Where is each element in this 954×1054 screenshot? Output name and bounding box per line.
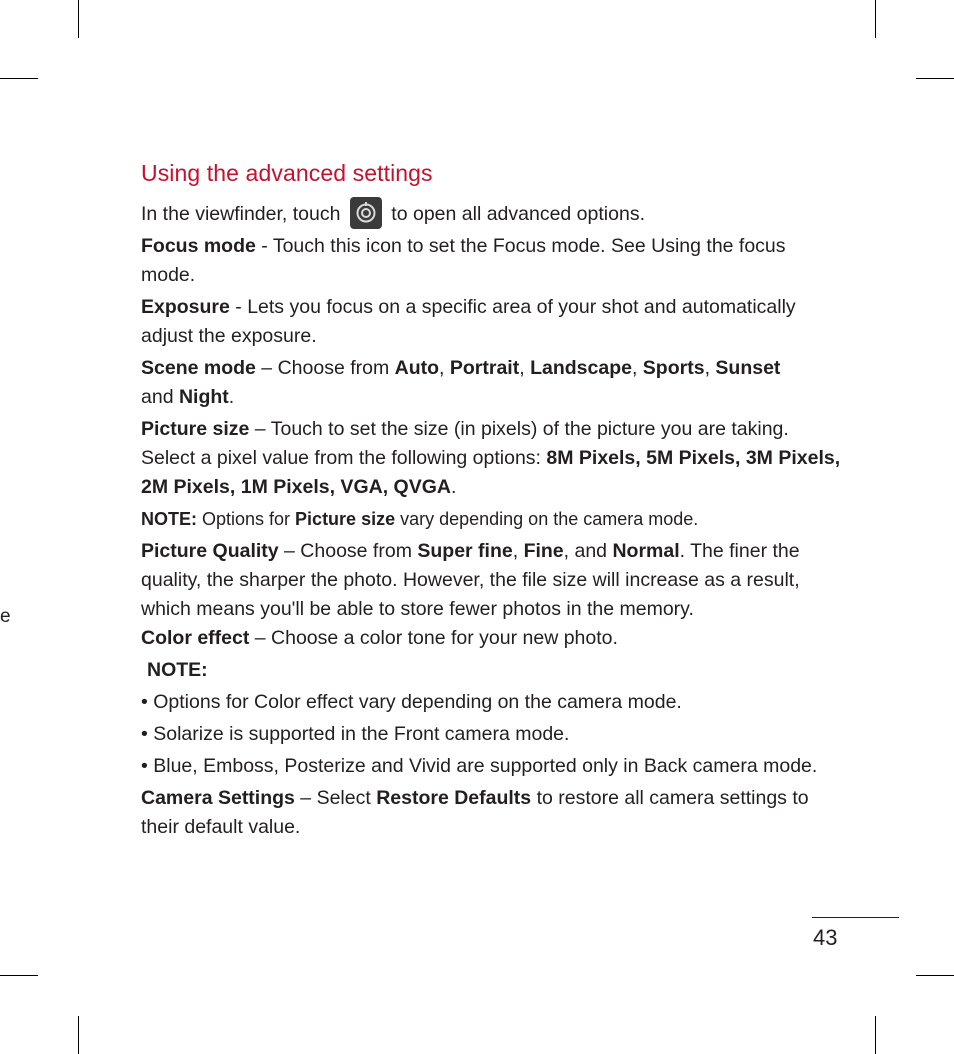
- scene-option: Sunset: [715, 357, 781, 379]
- note-heading: NOTE:: [147, 659, 208, 681]
- separator: ,: [512, 540, 524, 562]
- picture-size-paragraph: [141, 415, 841, 502]
- list-item: • Options for Color effect vary depending on the camera mode.: [141, 691, 682, 713]
- picture-size-text: – Touch to set the size (in pixels) of the picture you are taking. Select a pixel value from the following options:: [141, 418, 789, 469]
- separator: ,: [519, 357, 531, 379]
- focus-mode-paragraph: [141, 232, 841, 290]
- separator: ,: [439, 357, 450, 379]
- color-effect-paragraph: [141, 624, 841, 653]
- page-number-rule: [812, 917, 899, 918]
- restore-defaults-label: Restore Defaults: [376, 787, 532, 809]
- separator: .: [228, 386, 235, 408]
- color-effect-text: – Choose a color tone for your new photo.: [249, 627, 618, 649]
- intro-text-before: In the viewfinder, touch: [141, 203, 346, 225]
- crop-mark: [78, 1016, 79, 1054]
- note-label: NOTE:: [141, 509, 197, 529]
- intro-paragraph: [141, 197, 841, 229]
- picture-quality-text: – Choose from: [278, 540, 418, 562]
- scene-option: Sports: [642, 357, 705, 379]
- page-number: 43: [813, 925, 838, 950]
- focus-mode-label: Focus mode: [141, 235, 256, 257]
- crop-mark: [78, 0, 79, 38]
- crop-mark: [0, 975, 38, 976]
- note-text: Options for: [197, 509, 296, 529]
- picture-quality-label: Picture Quality: [141, 540, 279, 562]
- picture-size-label: Picture size: [141, 418, 250, 440]
- exposure-paragraph: [141, 293, 841, 351]
- note-picture-size: [141, 505, 841, 534]
- crop-mark: [916, 78, 954, 79]
- quality-option: Super fine: [417, 540, 513, 562]
- list-item: • Solarize is supported in the Front camera mode.: [141, 723, 570, 745]
- crop-mark: [875, 1016, 876, 1054]
- quality-option: Fine: [523, 540, 564, 562]
- scene-mode-text: – Choose from: [255, 357, 395, 379]
- main-content: [141, 160, 841, 845]
- stray-character: e: [0, 606, 11, 627]
- separator: ,: [631, 357, 643, 379]
- camera-settings-label: Camera Settings: [141, 787, 295, 809]
- picture-quality-paragraph: [141, 537, 841, 624]
- settings-gear-icon: [350, 197, 382, 229]
- intro-text-after: to open all advanced options.: [385, 203, 645, 225]
- quality-option: Normal: [612, 540, 680, 562]
- camera-settings-text: to restore all camera settings to their default value.: [141, 787, 809, 838]
- color-effect-label: Color effect: [141, 627, 250, 649]
- scene-option: Auto: [394, 357, 440, 379]
- crop-mark: [0, 78, 38, 79]
- separator: and: [141, 386, 179, 408]
- scene-option: Portrait: [449, 357, 520, 379]
- camera-settings-text: – Select: [294, 787, 377, 809]
- scene-mode-label: Scene mode: [141, 357, 256, 379]
- scene-option: Night: [178, 386, 229, 408]
- separator: , and: [563, 540, 613, 562]
- section-heading: Using the advanced settings: [141, 160, 433, 186]
- picture-quality-text: . The finer the quality, the sharper the photo. However, the file size will increase as a result, which means you'll be able to store fewer photos in the memory.: [141, 540, 800, 620]
- note-text: vary depending on the camera mode.: [395, 509, 699, 529]
- crop-mark: [875, 0, 876, 38]
- crop-mark: [916, 975, 954, 976]
- focus-mode-text: - Touch this icon to set the Focus mode. See Using the focus mode.: [141, 235, 786, 286]
- exposure-text: - Lets you focus on a specific area of your shot and automatically adjust the exposure.: [141, 296, 796, 347]
- separator: ,: [704, 357, 716, 379]
- camera-settings-paragraph: [141, 784, 841, 842]
- scene-mode-paragraph: [141, 354, 841, 412]
- note-bold: Picture size: [295, 509, 396, 529]
- scene-option: Landscape: [530, 357, 632, 379]
- list-item: • Blue, Emboss, Posterize and Vivid are supported only in Back camera mode.: [141, 755, 818, 777]
- picture-size-options: 8M Pixels, 5M Pixels, 3M Pixels, 2M Pixels, 1M Pixels, VGA, QVGA: [141, 447, 841, 498]
- separator: .: [450, 476, 457, 498]
- exposure-label: Exposure: [141, 296, 230, 318]
